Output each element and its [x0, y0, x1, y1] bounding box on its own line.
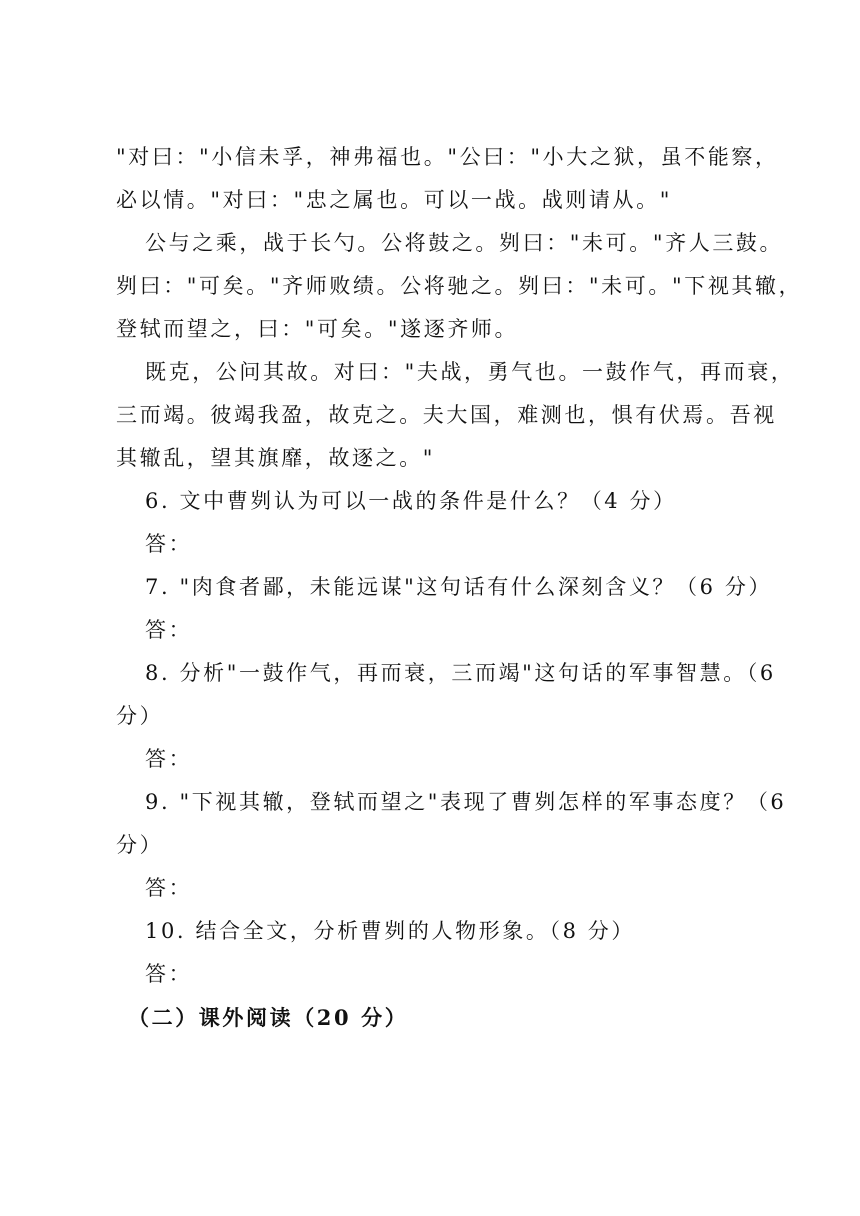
- text-line: 其辙乱，望其旗靡，故逐之。": [116, 446, 436, 470]
- text-line: 必以情。"对曰："忠之属也。可以一战。战则请从。": [116, 188, 672, 212]
- question-8: [116, 652, 776, 781]
- passage-paragraph-2: [116, 222, 803, 351]
- document-page: [116, 136, 803, 1039]
- text-line: "对曰："小信未孚，神弗福也。"公曰："小大之狱，虽不能察，: [116, 145, 779, 169]
- question-text: 8. 分析"一鼓作气，再而衰，三而竭"这句话的军事智慧。（6: [145, 661, 776, 685]
- answer-label: 答：: [145, 747, 193, 771]
- question-7: [116, 566, 773, 652]
- answer-label: 答：: [145, 876, 193, 900]
- question-text-continued: 分）: [116, 833, 164, 857]
- passage-paragraph-3: [116, 351, 795, 480]
- text-line: 三而竭。彼竭我盈，故克之。夫大国，难测也，惧有伏焉。吾视: [116, 403, 777, 427]
- question-text-continued: 分）: [116, 704, 164, 728]
- text-line: 既克，公问其故。对曰："夫战，勇气也。一鼓作气，再而衰，: [145, 360, 795, 384]
- question-text: 10. 结合全文，分析曹刿的人物形象。（8 分）: [145, 919, 636, 943]
- answer-label: 答：: [145, 532, 193, 556]
- question-text: 7. "肉食者鄙，未能远谋"这句话有什么深刻含义？（6 分）: [145, 575, 773, 599]
- answer-label: 答：: [145, 618, 193, 642]
- passage-paragraph-1: [116, 136, 779, 222]
- question-text: 6. 文中曹刿认为可以一战的条件是什么？（4 分）: [145, 489, 677, 513]
- question-text: 9. "下视其辙，登轼而望之"表现了曹刿怎样的军事态度？（6: [145, 790, 787, 814]
- section-title: （二）课外阅读（20 分）: [128, 1005, 409, 1030]
- text-line: 公与之乘，战于长勺。公将鼓之。刿曰："未可。"齐人三鼓。: [145, 231, 784, 255]
- question-6: [116, 480, 756, 566]
- text-line: 刿曰："可矣。"齐师败绩。公将驰之。刿曰："未可。"下视其辙，: [116, 274, 803, 298]
- answer-label: 答：: [145, 962, 193, 986]
- question-9: [116, 781, 787, 910]
- text-line: 登轼而望之，曰："可矣。"遂逐齐师。: [116, 317, 519, 341]
- question-10: [116, 910, 756, 996]
